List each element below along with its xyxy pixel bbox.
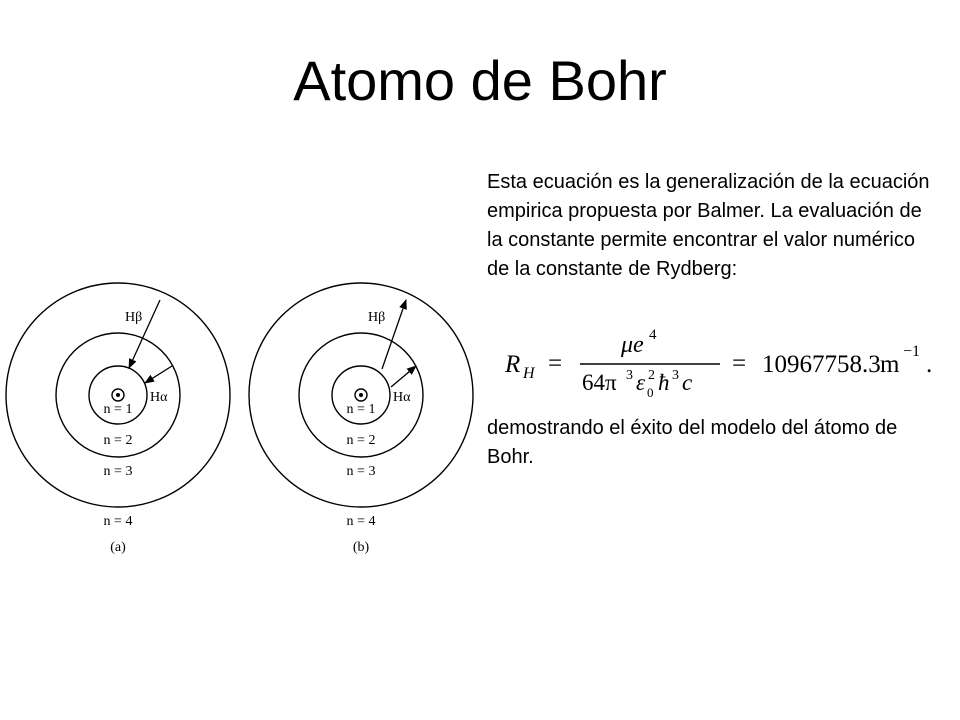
h-alpha-arrow-a xyxy=(145,366,172,383)
intro-paragraph: Esta ecuación es la generalización de la ecuación empirica propuesta por Balmer. La evaluación de la constante permite encontrar el valor numérico de la constante de Rydberg: xyxy=(487,171,930,280)
equation-numerator-exponent: 4 xyxy=(649,327,657,343)
equation-result-value: 10967758.3 xyxy=(762,351,881,378)
equation-denominator-hbar: ħ xyxy=(658,370,670,395)
h-alpha-label-b: Hα xyxy=(393,390,411,405)
h-alpha-arrow-b xyxy=(391,366,416,387)
level-label-n1-b: n = 1 xyxy=(346,402,376,417)
nucleus-dot-b xyxy=(359,393,363,397)
diagram-b xyxy=(249,283,473,555)
level-label-n4-a: n = 4 xyxy=(103,514,133,529)
equation-second-equals: = xyxy=(732,350,747,377)
equation-lhs-symbol: R xyxy=(505,351,521,378)
panel-label-a: (a) xyxy=(110,540,126,555)
level-label-n3-a: n = 3 xyxy=(103,464,133,479)
equation-trailing-period: . xyxy=(926,351,933,378)
slide-title: Atomo de Bohr xyxy=(293,49,667,112)
level-label-n4-b: n = 4 xyxy=(346,514,376,529)
equation-denominator-c: c xyxy=(682,370,693,395)
level-label-n2-b: n = 2 xyxy=(346,433,376,448)
equation-numerator: μe xyxy=(621,332,644,358)
level-label-n3-b: n = 3 xyxy=(346,464,376,479)
bohr-orbit-figure xyxy=(0,270,480,570)
h-beta-label-b: Hβ xyxy=(368,310,386,325)
nucleus-dot-a xyxy=(116,393,120,397)
panel-label-b: (b) xyxy=(352,540,370,555)
equation-denominator-main: 64π xyxy=(582,370,617,395)
equation-denominator-exponent-2: 3 xyxy=(672,368,679,383)
equation-denominator-epsilon-sub: 0 xyxy=(647,385,654,398)
level-label-n2-a: n = 2 xyxy=(103,433,133,448)
conclusion-paragraph: demostrando el éxito del modelo del átomo de Bohr. xyxy=(487,417,898,468)
equation-result-unit: m xyxy=(880,351,900,378)
rydberg-equation xyxy=(500,318,952,398)
equation-first-equals: = xyxy=(548,350,563,377)
equation-lhs-subscript: H xyxy=(523,365,535,382)
h-beta-label-a: Hβ xyxy=(125,310,143,325)
level-label-n1-a: n = 1 xyxy=(103,402,133,417)
equation-result-unit-exponent: −1 xyxy=(903,343,921,360)
equation-denominator-epsilon: ε xyxy=(636,370,646,395)
h-alpha-label-a: Hα xyxy=(150,390,168,405)
equation-denominator-exponent-1: 3 xyxy=(626,368,633,383)
equation-denominator-epsilon-sup: 2 xyxy=(648,368,655,383)
diagram-a xyxy=(6,283,230,555)
h-beta-arrow-b xyxy=(382,300,406,369)
